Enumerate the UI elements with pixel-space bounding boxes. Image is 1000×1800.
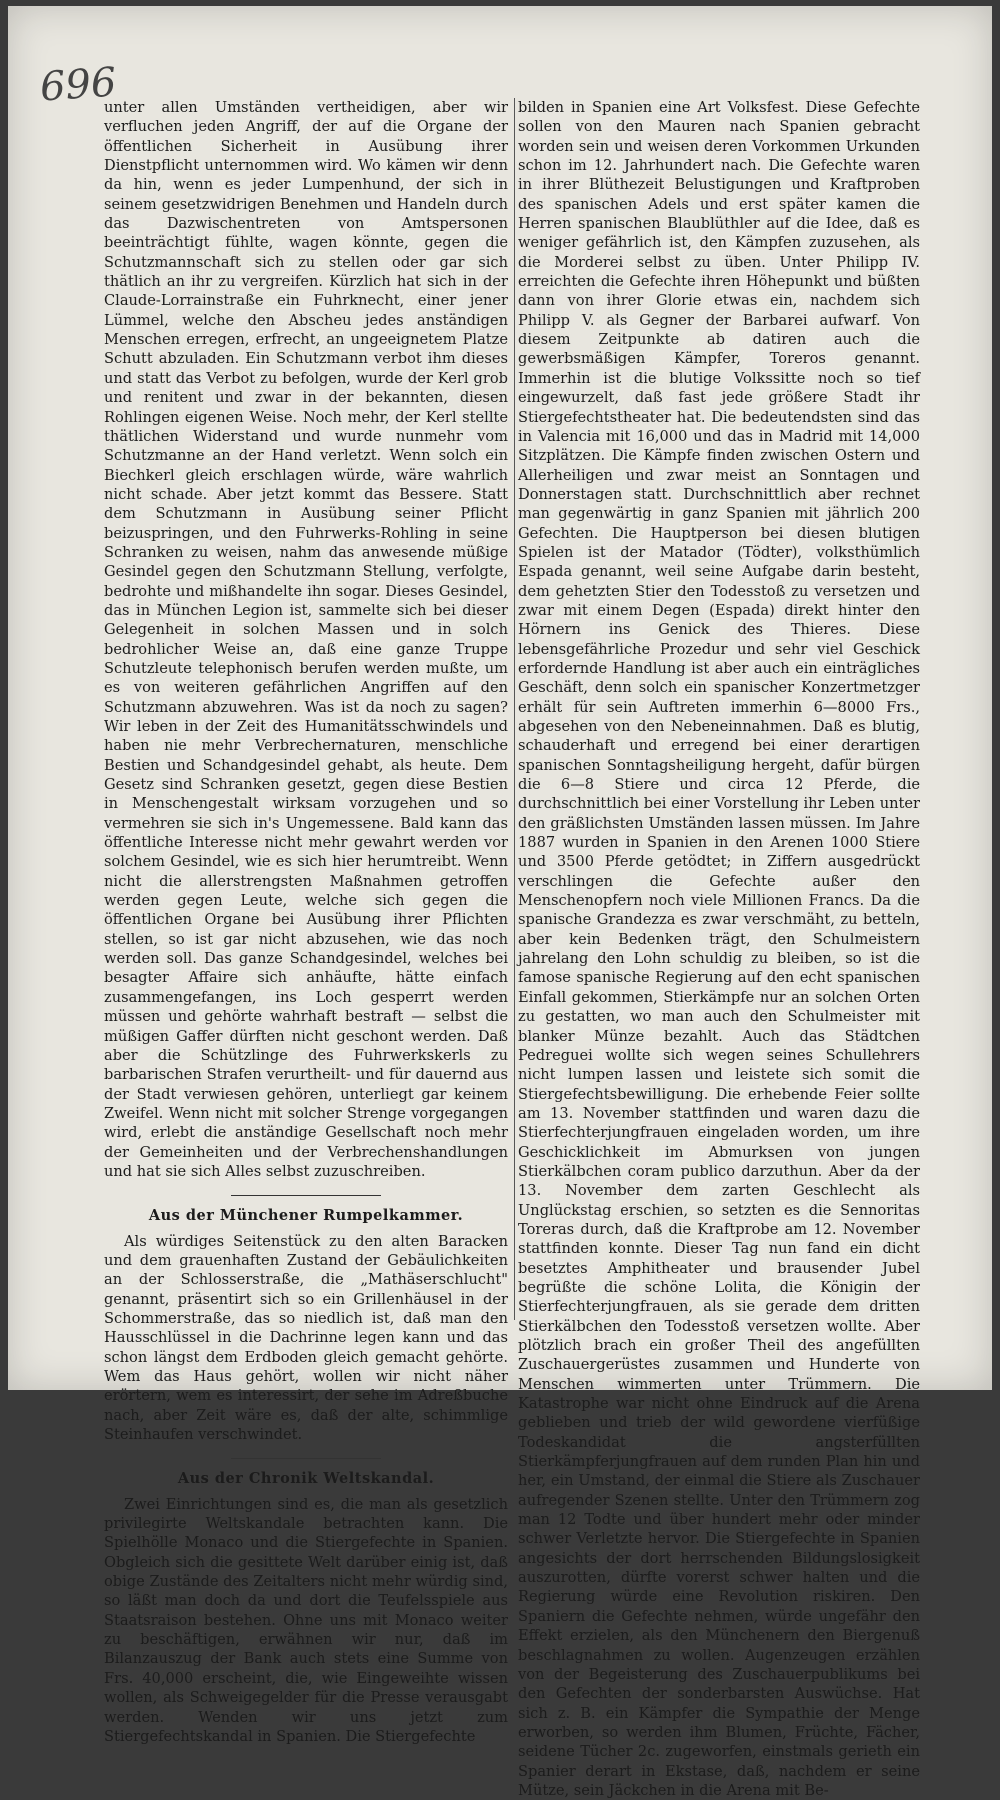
left-column — [104, 98, 508, 1746]
section-divider — [231, 1458, 381, 1459]
heading-muenchener-rumpelkammer: Aus der Münchener Rumpelkammer. — [148, 1207, 464, 1225]
right-paragraph-1: bilden in Spanien eine Art Volksfest. Diese Gefechte sollen von den Mauren nach Spanien gebracht worden sein und weisen deren Vorkommen Urkunden schon im 12. Jahrhundert nach. Die Gefechte waren in ihrer Blüthezeit Belustigungen und Kraftproben des spanischen Adels und erst später kamen die Herren spanischen Blaublüthler auf die Idee, daß es weniger gefährlich ist, den Kämpfen zuzusehen, als die Morderei selbst zu üben. Unter Philipp IV. erreichten die Gefechte ihren Höhepunkt und büßten dann von ihrer Glorie etwas ein, nachdem sich Philipp V. als Gegner der Barbarei aufwarf. Von diesem Zeitpunkte ab datiren auch die gewerbsmäßigen Kämpfer, Toreros genannt. Immerhin ist die blutige Volkssitte noch so tief eingewurzelt, daß fast jede größere Stadt ihr Stiergefechtstheater hat. Die bedeutendsten sind das in Valencia mit 16,000 und das in Madrid mit 14,000 Sitzplätzen. Die Kämpfe finden zwischen Ostern und Allerheiligen und zwar meist an Sonntagen und Donnerstagen statt. Durchschnittlich aber rechnet man gegenwärtig in ganz Spanien mit jährlich 200 Gefechten. Die Hauptperson bei diesen blutigen Spielen ist der Matador (Tödter), volksthümlich Espada genannt, weil seine Aufgabe darin besteht, dem gehetzten Stier den Todesstoß zu versetzen und zwar mit einem Degen (Espada) direkt hinter den Hörnern ins Genick des Thieres. Diese lebensgefährliche Prozedur und sehr viel Geschick erfordernde Handlung ist aber auch ein einträgliches Geschäft, denn solch ein spanischer Konzertmetzger erhält für sein Auftreten immerhin 6—8000 Frs., abgesehen von den Nebeneinnahmen. Daß es blutig, schauderhaft und erregend bei einer derartigen spanischen Sonntagsheiligung hergeht, dafür bürgen die 6—8 Stiere und circa 12 Pferde, die durchschnittlich bei einer Vorstellung ihr Leben unter den gräßlichsten Umständen lassen müssen. Im Jahre 1887 wurden in Spanien in den Arenen 1000 Stiere und 3500 Pferde getödtet; in Ziffern ausgedrückt verschlingen die Gefechte außer den Menschenopfern noch viele Millionen Francs. Da die spanische Grandezza es zwar verschmäht, zu betteln, aber kein Bedenken trägt, den Schulmeistern jahrelang den Lohn schuldig zu bleiben, so ist die famose spanische Regierung auf den echt spanischen Einfall gekommen, Stierkämpfe nur an solchen Orten zu gestatten, wo man auch den Schulmeister mit blanker Münze bezahlt. Auch das Städtchen Pedreguei wollte sich wegen seines Schullehrers nicht lumpen lassen und leistete sich somit die Stiergefechtsbewilligung. Die erhebende Feier sollte am 13. November stattfinden und waren dazu die Stierfechterjungfrauen eingeladen worden, um ihre Geschicklichkeit im Abmurksen von jungen Stierkälbchen coram publico darzuthun. Aber da der 13. November dem zarten Geschlecht als Unglückstag erschien, so setzten es die Sennoritas Toreras durch, daß die Kraftprobe am 12. November stattfinden konnte. Dieser Tag nun fand ein dicht besetztes Amphitheater und brausender Jubel begrüßte die schöne Lolita, die Königin der Stierfechterjungfrauen, als sie gerade dem dritten Stierkälbchen den Todesstoß versetzen wollte. Aber plötzlich brach ein großer Theil des angefüllten Zuschauergerüstes zusammen und Hunderte von Menschen wimmerten unter Trümmern. Die Katastrophe war nicht ohne Eindruck auf die Arena geblieben und trieb der wild gewordene vierfüßige Todeskandidat die angsterfüllten Stierkämpferjungfrauen auf dem runden Plan hin und her, ein Umstand, der einmal die Stiere als Zuschauer aufregender Szenen stellte. Unter den Trümmern zog man 12 Todte und über hundert mehr oder minder schwer Verletzte hervor. Die Stiergefechte in Spanien angesichts der dort herrschenden Bildungslosigkeit auszurotten, dürfte vorerst schwer halten und die Regierung würde eine Revolution riskiren. Den Spaniern die Gefechte nehmen, würde ungefähr den Effekt erzielen, als den Münchenern den Biergenuß beschlagnahmen zu wollen. Augenzeugen erzählen von der Begeisterung des Zuschauerpublikums bei den Gefechten der sonderbarsten Auswüchse. Hat sich z. B. ein Kämpfer die Sympathie der Menge erworben, so werden ihm Blumen, Früchte, Fächer, seidene Tücher 2c. zugeworfen, einstmals gerieth ein Spanier derart in Ekstase, daß, nachdem er seine Mütze, sein Jäckchen in die Arena mit Be- — [518, 99, 920, 1799]
left-paragraph-3: Zwei Einrichtungen sind es, die man als gesetzlich privilegirte Weltskandale betrachten kann. Die Spielhölle Monaco und die Stiergefechte in Spanien. Obgleich sich die gesittete Welt darüber einig ist, daß obige Zustände des Zeitalters nicht mehr würdig sind, so läßt man doch da und dort die Teufelsspiele aus Staatsraison bestehen. Ohne uns mit Monaco weiter zu beschäftigen, erwähnen wir nur, daß im Bilanzauszug der Bank auch stets eine Summe von Frs. 40,000 erscheint, die, wie Eingeweihte wissen wollen, als Schweigegelder für die Presse verausgabt werden. Wenden wir uns jetzt zum Stiergefechtskandal in Spanien. Die Stiergefechte — [104, 1495, 508, 1745]
left-paragraph-2: Als würdiges Seitenstück zu den alten Baracken und dem grauenhaften Zustand der Gebäulichkeiten an der Schlosserstraße, die „Mathäserschlucht" genannt, präsentirt sich so ein Grillenhäusel in der Schommerstraße, das so niedlich ist, daß man den Hausschlüssel in die Dachrinne legen kann und das schon längst dem Erdboden gleich gemacht gehörte. Wem das Haus gehört, wollen wir nicht näher erörtern, wem es interessirt, der sehe im Adreßbuche nach, aber Zeit wäre es, daß der alte, schimmlige Steinhaufen verschwindet. — [104, 1232, 508, 1444]
section-divider — [231, 1195, 381, 1196]
page-number: 696 — [38, 59, 118, 111]
right-column — [518, 98, 920, 1800]
heading-chronik-weltskandal: Aus der Chronik Weltskandal. — [177, 1470, 435, 1488]
column-rule — [514, 98, 515, 1320]
newspaper-page — [8, 6, 992, 1799]
left-paragraph-1: unter allen Umständen vertheidigen, aber wir verfluchen jeden Angriff, der auf die Organe der öffentlichen Sicherheit in Ausübung ihrer Dienstpflicht unternommen wird. Wo kämen wir denn da hin, wenn es jeder Lumpenhund, der sich in seinem gesetzwidrigen Benehmen und Handeln durch das Dazwischentreten von Amtspersonen beeinträchtigt fühlte, wagen könnte, gegen die Schutzmannschaft sich zu stellen oder gar sich thätlich an ihr zu vergreifen. Kürzlich hat sich in der Claude-Lorrainstraße ein Fuhrknecht, einer jener Lümmel, welche den Abscheu jedes anständigen Menschen erregen, erfrecht, an ungeeignetem Platze Schutt abzuladen. Ein Schutzmann verbot ihm dieses und statt das Verbot zu befolgen, wurde der Kerl grob und renitent und zwar in der bekannten, diesen Rohlingen eigenen Weise. Noch mehr, der Kerl stellte thätlichen Widerstand und wurde nunmehr vom Schutzmanne an der Hand verletzt. Wenn solch ein Biechkerl gleich erschlagen würde, wäre wahrlich nicht schade. Aber jetzt kommt das Bessere. Statt dem Schutzmann in Ausübung seiner Pflicht beizuspringen, und den Fuhrwerks-Rohling in seine Schranken zu weisen, nahm das anwesende müßige Gesindel gegen den Schutzmann Stellung, verfolgte, bedrohte und mißhandelte ihn sogar. Dieses Gesindel, das in München Legion ist, sammelte sich bei dieser Gelegenheit in solchen Massen und in solch bedrohlicher Weise an, daß eine ganze Truppe Schutzleute telephonisch berufen werden mußte, um es von weiteren gefährlichen Angriffen auf den Schutzmann abzuwehren. Was ist da noch zu sagen? Wir leben in der Zeit des Humanitätsschwindels und haben nie mehr Verbrechernaturen, menschliche Bestien und Schandgesindel gehabt, als heute. Dem Gesetz sind Schranken gesetzt, gegen diese Bestien in Menschengestalt wirksam vorzugehen und so vermehren sie sich in's Ungemessene. Bald kann das öffentliche Interesse nicht mehr gewahrt werden vor solchem Gesindel, wie es sich hier herumtreibt. Wenn nicht die allerstrengsten Maßnahmen getroffen werden gegen Leute, welche sich gegen die öffentlichen Organe bei Ausübung ihrer Pflichten stellen, so ist gar nicht abzusehen, wie das noch werden soll. Das ganze Schandgesindel, welches bei besagter Affaire sich anhäufte, hätte einfach zusammengefangen, ins Loch gesperrt werden müssen und gehörte wahrhaft bestraft — selbst die müßigen Gaffer dürften nicht geschont werden. Daß aber die Schützlinge des Fuhrwerkskerls zu barbarischen Strafen verurtheilt- und für dauernd aus der Stadt verwiesen gehören, unterliegt gar keinem Zweifel. Wenn nicht mit solcher Strenge vorgegangen wird, erlebt die anständige Gesellschaft noch mehr der Gemeinheiten und der Verbrechenshandlungen und hat sie sich Alles selbst zuzuschreiben. — [104, 99, 508, 1180]
